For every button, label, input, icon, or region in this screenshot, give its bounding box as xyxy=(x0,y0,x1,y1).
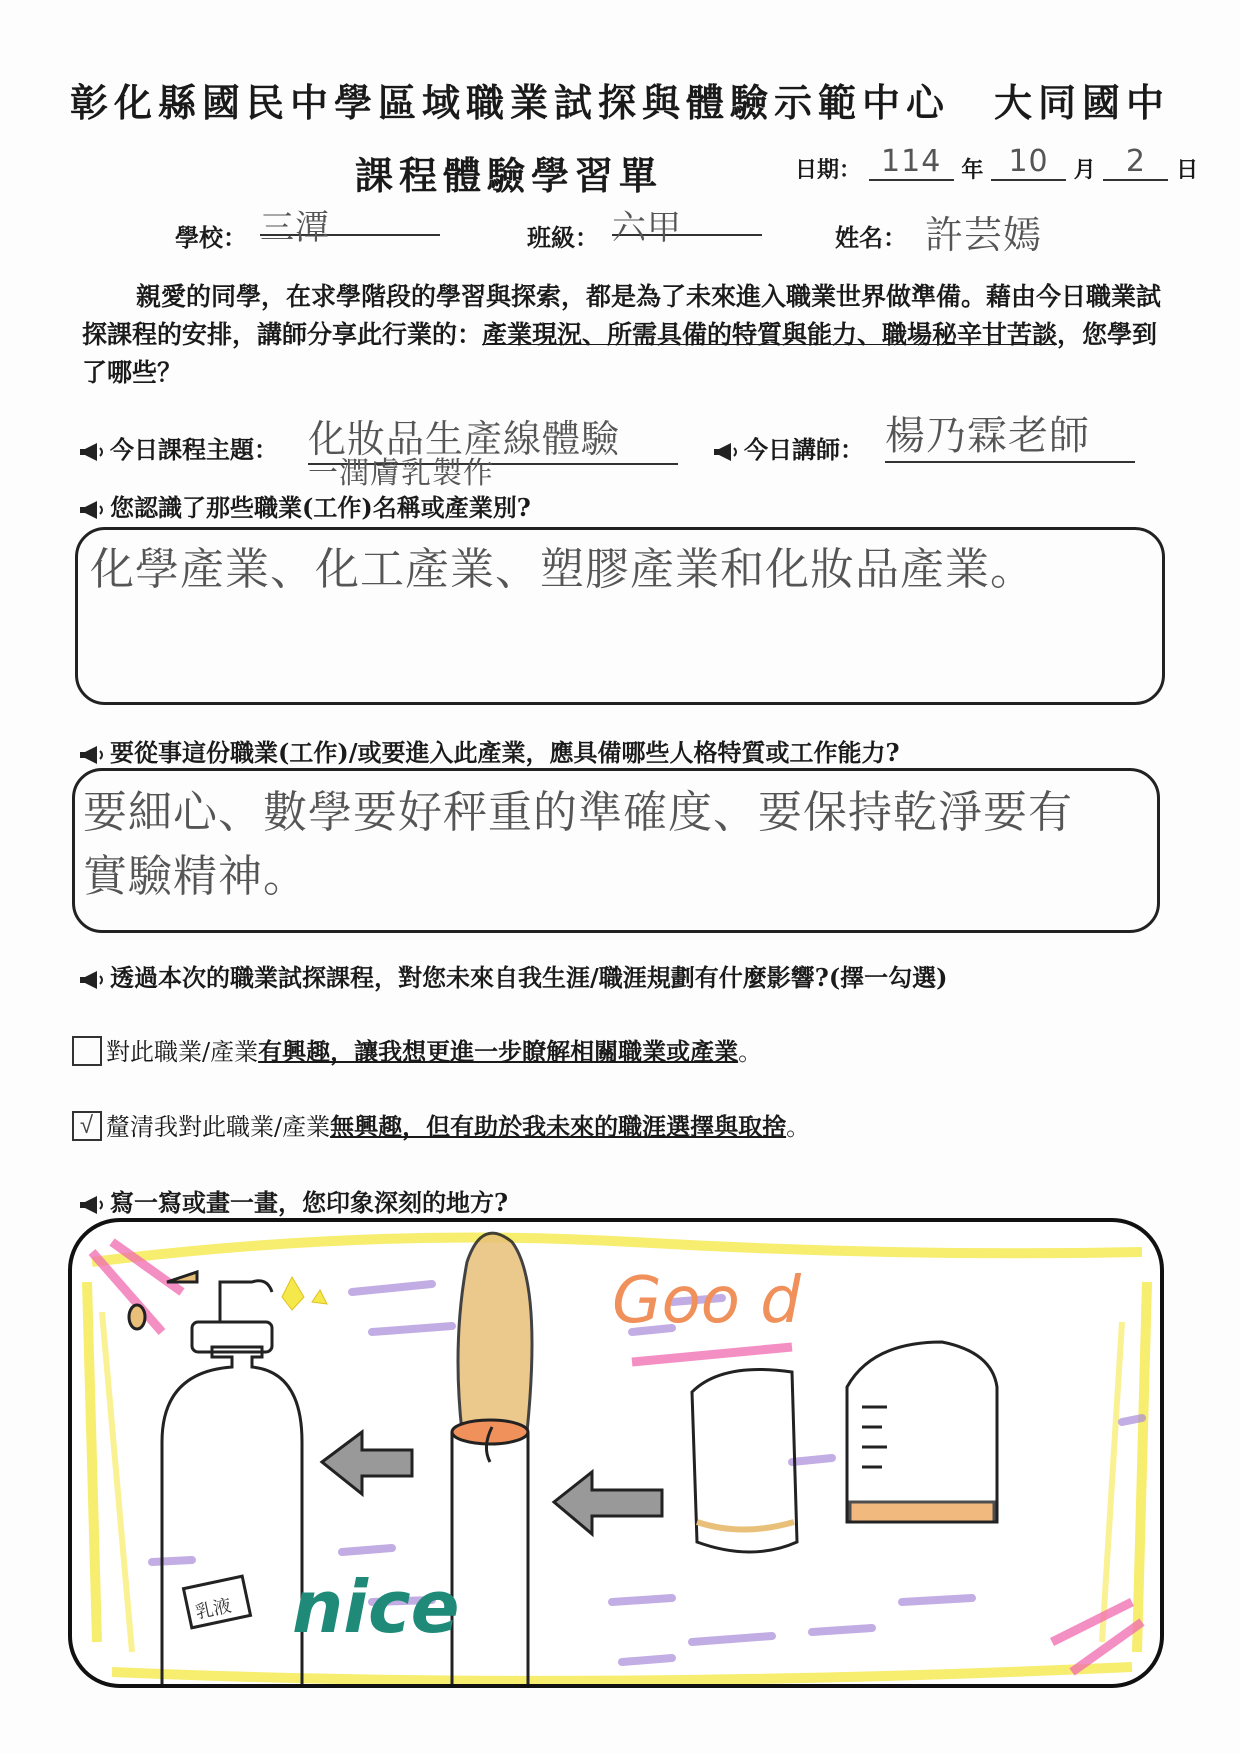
q2-answer-line1: 要細心、數學要好秤重的準確度、要保持乾淨要有 xyxy=(83,787,1073,838)
option-interested[interactable] xyxy=(72,1032,762,1069)
megaphone-icon xyxy=(712,442,740,462)
megaphone-icon xyxy=(78,442,106,462)
q1-answer: 化學產業、化工產業、塑膠產業和化妝品產業。 xyxy=(90,544,1035,595)
option-not-interested-emphasis: 無興趣，但有助於我未來的職涯選擇與取捨 xyxy=(330,1112,787,1141)
q3-text: 透過本次的職業試探課程，對您未來自我生涯/職涯規劃有什麼影響?(擇一勾選) xyxy=(110,963,948,992)
intro-emphasis: 產業現況、所需具備的特質與能力、職場秘辛甘苦談 xyxy=(482,320,1058,349)
name-field[interactable]: 許芸嫣 xyxy=(925,213,1043,257)
lecturer-question xyxy=(712,430,864,465)
word-good: Goo d xyxy=(612,1264,801,1338)
megaphone-icon xyxy=(78,970,106,990)
q2-question xyxy=(78,733,900,768)
option-not-interested-checkbox[interactable]: √ xyxy=(72,1111,102,1141)
option-interested-text: 對此職業/產業 xyxy=(106,1038,259,1066)
megaphone-icon xyxy=(78,745,106,765)
lotion-bottle xyxy=(129,1272,302,1688)
q2-text: 要從事這份職業(工作)/或要進入此產業，應具備哪些人格特質或工作能力? xyxy=(110,738,900,767)
q2-answer-line2: 實驗精神。 xyxy=(83,851,308,902)
beaker-large xyxy=(847,1342,997,1522)
yellow-sparkle xyxy=(282,1277,327,1310)
q3-question xyxy=(78,958,948,993)
q4-question xyxy=(78,1183,508,1218)
topic-answer-line2[interactable]: 一潤膚乳製作 xyxy=(308,456,494,491)
option-interested-emphasis: 有興趣，讓我想更進一步瞭解相關職業或產業 xyxy=(258,1037,739,1066)
year-unit: 年 xyxy=(961,157,984,183)
school-label: 學校： xyxy=(175,223,247,252)
arrow-left-icon xyxy=(322,1432,662,1534)
megaphone-icon xyxy=(78,1195,106,1215)
option-not-interested[interactable] xyxy=(72,1107,810,1144)
topic-answer-line1[interactable]: 化妝品生產線體驗 xyxy=(308,408,678,465)
word-nice: nice xyxy=(292,1565,460,1649)
intro-paragraph xyxy=(82,278,1172,392)
lecturer-answer[interactable]: 楊乃霖老師 xyxy=(885,404,1135,463)
topic-label: 今日課程主題： xyxy=(110,435,278,464)
option-interested-checkbox[interactable] xyxy=(72,1036,102,1066)
topic-question xyxy=(78,430,278,465)
spatula-tube xyxy=(452,1233,532,1688)
class-field[interactable]: 六甲 xyxy=(612,200,762,236)
lotion-label: 乳液 xyxy=(193,1595,234,1624)
option-interested-end: 。 xyxy=(738,1038,763,1066)
month-unit: 月 xyxy=(1073,157,1096,183)
date-label: 日期： xyxy=(795,157,862,183)
page-title: 彰化縣國民中學區域職業試探與體驗示範中心 大同國中 xyxy=(69,80,1170,125)
date-row xyxy=(795,144,1199,187)
beaker-small xyxy=(692,1370,797,1553)
page-subtitle: 課程體驗學習單 xyxy=(355,153,664,198)
drawing-box[interactable] xyxy=(68,1218,1164,1688)
intro-text-end: ，您學到了哪些？ xyxy=(82,320,1158,387)
q1-text: 您認識了那些職業(工作)名稱或產業別? xyxy=(110,493,531,522)
option-not-interested-end: 。 xyxy=(786,1113,811,1141)
class-label: 班級： xyxy=(527,223,599,252)
q1-answer-box[interactable] xyxy=(75,527,1165,705)
lecturer-label: 今日講師： xyxy=(744,435,864,464)
q2-answer-box[interactable] xyxy=(72,768,1160,933)
school-field[interactable]: 三潭 xyxy=(260,200,440,236)
date-year[interactable]: 114 xyxy=(869,144,954,181)
drawing-illustration xyxy=(72,1222,1164,1688)
date-month[interactable]: 10 xyxy=(991,144,1066,181)
intro-text: 親愛的同學，在求學階段的學習與探索，都是為了未來進入職業世界做準備。藉由今日職業試探課程的安排，講師分享此行業的： xyxy=(82,282,1162,349)
day-unit: 日 xyxy=(1176,157,1199,183)
q1-question xyxy=(78,488,531,523)
q4-text: 寫一寫或畫一畫，您印象深刻的地方? xyxy=(110,1188,509,1217)
megaphone-icon xyxy=(78,500,106,520)
option-not-interested-text: 釐清我對此職業/產業 xyxy=(106,1113,331,1141)
date-day[interactable]: 2 xyxy=(1103,144,1168,181)
name-label: 姓名： xyxy=(835,223,907,252)
